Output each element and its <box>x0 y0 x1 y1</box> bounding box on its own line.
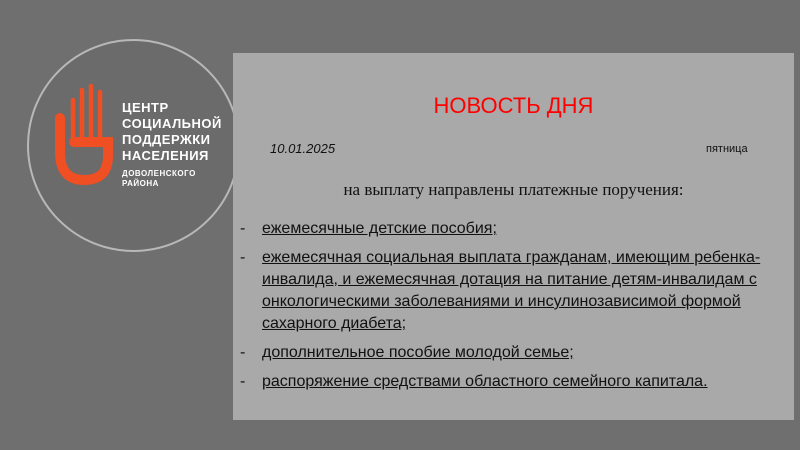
list-item-text: дополнительное пособие молодой семье; <box>262 344 574 361</box>
logo-sub-line-2: РАЙОНА <box>122 179 159 188</box>
news-intro: на выплату направлены платежные поручения: <box>343 180 684 199</box>
news-items-list <box>240 218 780 400</box>
logo-subtitle <box>122 169 196 189</box>
bullet-dash: - <box>240 373 246 390</box>
logo-title <box>122 100 222 164</box>
list-item <box>240 218 780 240</box>
news-headline: НОВОСТЬ ДНЯ <box>433 93 594 118</box>
news-weekday: пятница <box>706 143 748 155</box>
list-item-text: ежемесячные детские пособия; <box>262 220 497 237</box>
hand-logo-icon <box>50 80 116 185</box>
logo-line-3: ПОДДЕРЖКИ <box>122 132 211 147</box>
list-item <box>240 371 780 393</box>
logo-sub-line-1: ДОВОЛЕНСКОГО <box>122 169 196 178</box>
list-item <box>240 342 780 364</box>
list-item <box>240 247 780 335</box>
bullet-dash: - <box>240 249 246 266</box>
list-item-text: ежемесячная социальная выплата гражданам, имеющим ребенка-инвалида, и ежемесячная дотация на питание детям-инвалидам с онкологическими заболеваниями и инсулинозависимой формой сахарного диабета; <box>262 249 761 332</box>
logo-line-1: ЦЕНТР <box>122 100 169 115</box>
logo-line-2: СОЦИАЛЬНОЙ <box>122 116 222 131</box>
list-item-text: распоряжение средствами областного семейного капитала. <box>262 373 708 390</box>
bullet-dash: - <box>240 344 246 361</box>
logo-line-4: НАСЕЛЕНИЯ <box>122 148 209 163</box>
news-date: 10.01.2025 <box>270 141 336 156</box>
bullet-dash: - <box>240 220 246 237</box>
